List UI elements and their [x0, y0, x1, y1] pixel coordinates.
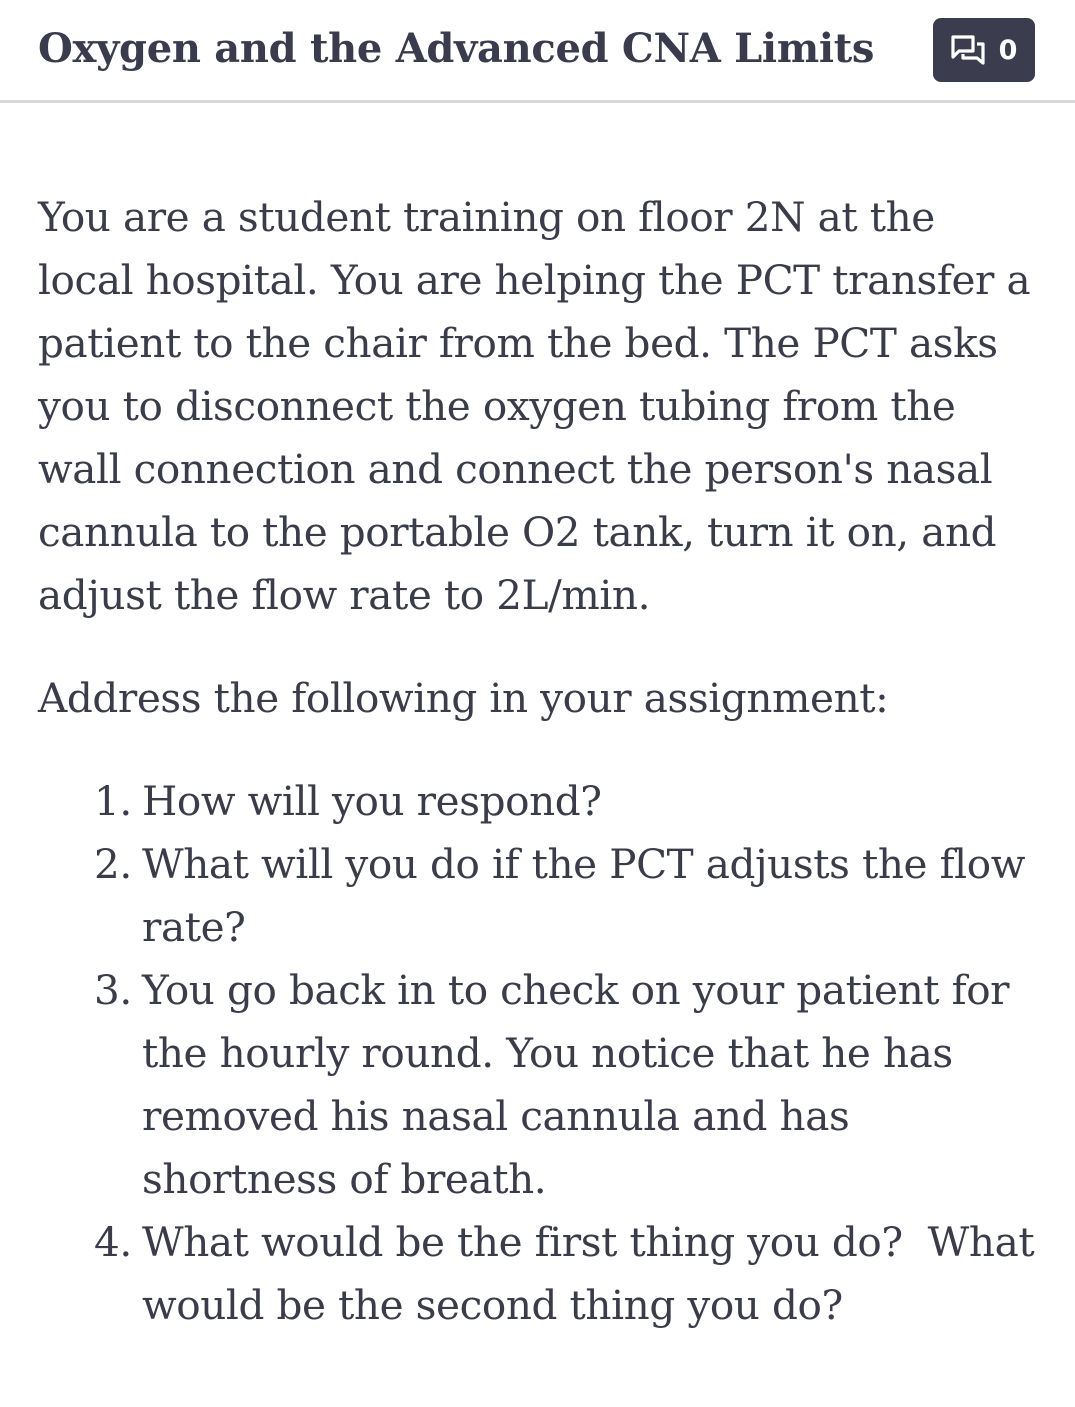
question-text: What will you do if the PCT adjusts the flow rate? — [142, 840, 1025, 951]
question-text: You go back in to check on your patient for the hourly round. You notice that he has removed his nasal cannula and has shortness of breath. — [142, 966, 1010, 1203]
question-list — [38, 770, 1047, 1337]
comments-button[interactable] — [933, 18, 1035, 82]
question-number: 4. — [94, 1218, 132, 1266]
post-content — [38, 186, 1047, 1337]
comment-count: 0 — [998, 34, 1018, 66]
page-header — [0, 0, 1075, 103]
comment-icon — [951, 35, 985, 65]
question-number: 3. — [94, 966, 132, 1014]
list-item — [38, 1211, 1047, 1337]
question-number: 1. — [94, 777, 132, 825]
page-title: Oxygen and the Advanced CNA Limits — [38, 25, 875, 72]
question-text: How will you respond? — [142, 777, 602, 825]
list-item — [38, 833, 1038, 959]
assignment-heading: Address the following in your assignment: — [38, 674, 889, 722]
question-number: 2. — [94, 840, 132, 888]
question-text: What would be the first thing you do? What would be the second thing you do? — [142, 1218, 1047, 1329]
list-item — [38, 959, 1038, 1211]
list-item — [38, 770, 1038, 833]
scenario-paragraph: You are a student training on floor 2N at the local hospital. You are helping the PCT transfer a patient to the chair from the bed. The PCT asks you to disconnect the oxygen tubing from the wall connection and connect the person's nasal cannula to the portable O2 tank, turn it on, and adjust the flow rate to 2L/min. — [38, 193, 1031, 619]
